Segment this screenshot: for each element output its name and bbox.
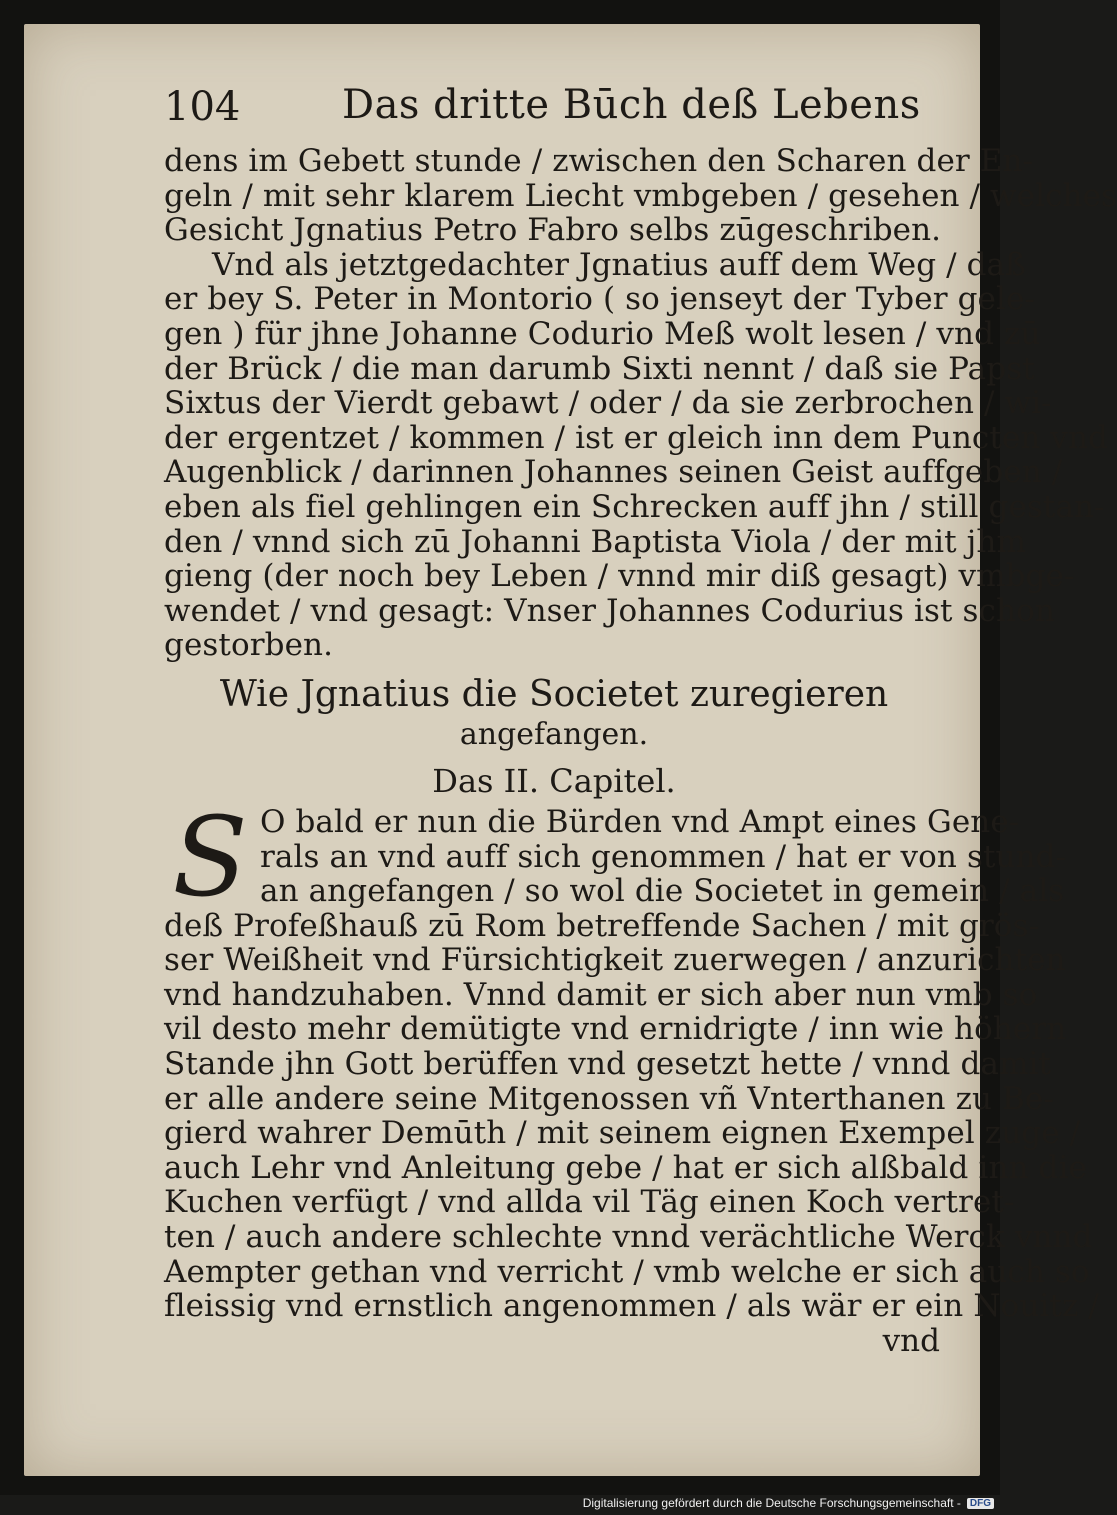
text-line: geln / mit sehr klarem Liecht vmbgeben / gesehen / welches bbox=[164, 177, 1117, 214]
page-content bbox=[164, 80, 1117, 1359]
text-line: ten / auch andere schlechte vnnd verächtliche Werck vnnd bbox=[164, 1219, 1093, 1256]
section-heading-continued: angefangen. bbox=[459, 716, 649, 752]
funding-notice: Digitalisierung gefördert durch die Deutsche Forschungsgemeinschaft - bbox=[582, 1496, 961, 1510]
text-line: den / vnnd sich zū Johanni Baptista Viola / der mit jhm bbox=[164, 523, 1026, 560]
paragraph-2 bbox=[164, 246, 1109, 664]
text-line: an angefangen / so wol die Societet in gemein / als bbox=[260, 873, 1065, 910]
paragraph-1 bbox=[164, 143, 1117, 249]
text-line: vil desto mehr demütigte vnd ernidrigte / inn wie höhern bbox=[164, 1011, 1067, 1048]
text-line: gieng (der noch bey Leben / vnnd mir diß gesagt) vmbge- bbox=[164, 558, 1075, 595]
text-line: O bald er nun die Bürden vnd Ampt eines Gene- bbox=[260, 803, 1020, 840]
text-line: der ergentzet / kommen / ist er gleich inn dem Puncten vnd bbox=[164, 419, 1109, 456]
text-line: gierd wahrer Demūth / mit seinem eignen Exempel zuge / bbox=[164, 1115, 1081, 1152]
chapter-title: Das II. Capitel. bbox=[432, 761, 676, 800]
text-line: vnd handzuhaben. Vnnd damit er sich aber nun vmb so bbox=[164, 976, 1038, 1013]
text-line: ser Weißheit vnd Fürsichtigkeit zuerwegen / anzurichten bbox=[164, 942, 1066, 979]
drop-cap-initial: S bbox=[172, 792, 248, 921]
page-number: 104 bbox=[164, 84, 241, 130]
text-line: dens im Gebett stunde / zwischen den Scharen der En- bbox=[164, 143, 1034, 179]
text-line: Kuchen verfügt / vnd allda vil Täg einen Koch vertret- bbox=[164, 1184, 1015, 1221]
text-line: gestorben. bbox=[164, 627, 334, 664]
text-line: eben als fiel gehlingen ein Schrecken auff jhn / still gestan- bbox=[164, 488, 1105, 525]
text-line: Vnd als jetztgedachter Jgnatius auff dem Weg / daß bbox=[212, 246, 1026, 283]
page-header bbox=[164, 80, 944, 144]
text-line: gen ) für jhne Johanne Codurio Meß wolt lesen / vnd zū bbox=[164, 315, 1041, 352]
text-line: er bey S. Peter in Montorio ( so jenseyt der Tyber gele- bbox=[164, 281, 1035, 318]
text-line: rals an vnd auff sich genommen / hat er von stund- bbox=[260, 838, 1067, 875]
paragraph-3-opening bbox=[164, 792, 1067, 921]
text-line: Gesicht Jgnatius Petro Fabro selbs zūgeschriben. bbox=[164, 212, 942, 249]
book-page bbox=[24, 24, 1117, 1476]
running-title: Das dritte Būch deß Lebens bbox=[342, 82, 921, 128]
text-line: Sixtus der Vierdt gebawt / oder / da sie zerbrochen / wi- bbox=[164, 385, 1052, 422]
text-line: Stande jhn Gott berüffen vnd gesetzt hette / vnnd damit bbox=[164, 1046, 1052, 1083]
text-line: er alle andere seine Mitgenossen vñ Vnterthanen zu Be- bbox=[164, 1080, 1054, 1117]
text-line: fleissig vnd ernstlich angenommen / als wär er ein Nouitz / bbox=[164, 1288, 1099, 1325]
paragraph-3 bbox=[164, 907, 1099, 1325]
text-line: deß Profeßhauß zū Rom betreffende Sachen / mit grös- bbox=[164, 907, 1040, 944]
text-line: der Brück / die man darumb Sixti nennt / daß sie Papst bbox=[164, 350, 1035, 387]
text-line: wendet / vnd gesagt: Vnser Johannes Codurius ist schon bbox=[164, 592, 1055, 629]
text-line: auch Lehr vnd Anleitung gebe / hat er sich alßbald inn die bbox=[164, 1149, 1087, 1186]
catchword: vnd bbox=[882, 1322, 940, 1359]
text-line: Aempter gethan vnd verricht / vmb welche er sich auch so bbox=[164, 1253, 1090, 1290]
section-heading: Wie Jgnatius die Societet zuregieren bbox=[219, 673, 889, 715]
text-line: Augenblick / darinnen Johannes seinen Geist auffgeben / bbox=[164, 454, 1063, 491]
digitization-footer bbox=[583, 1495, 994, 1511]
dfg-logo: DFG bbox=[967, 1498, 994, 1509]
